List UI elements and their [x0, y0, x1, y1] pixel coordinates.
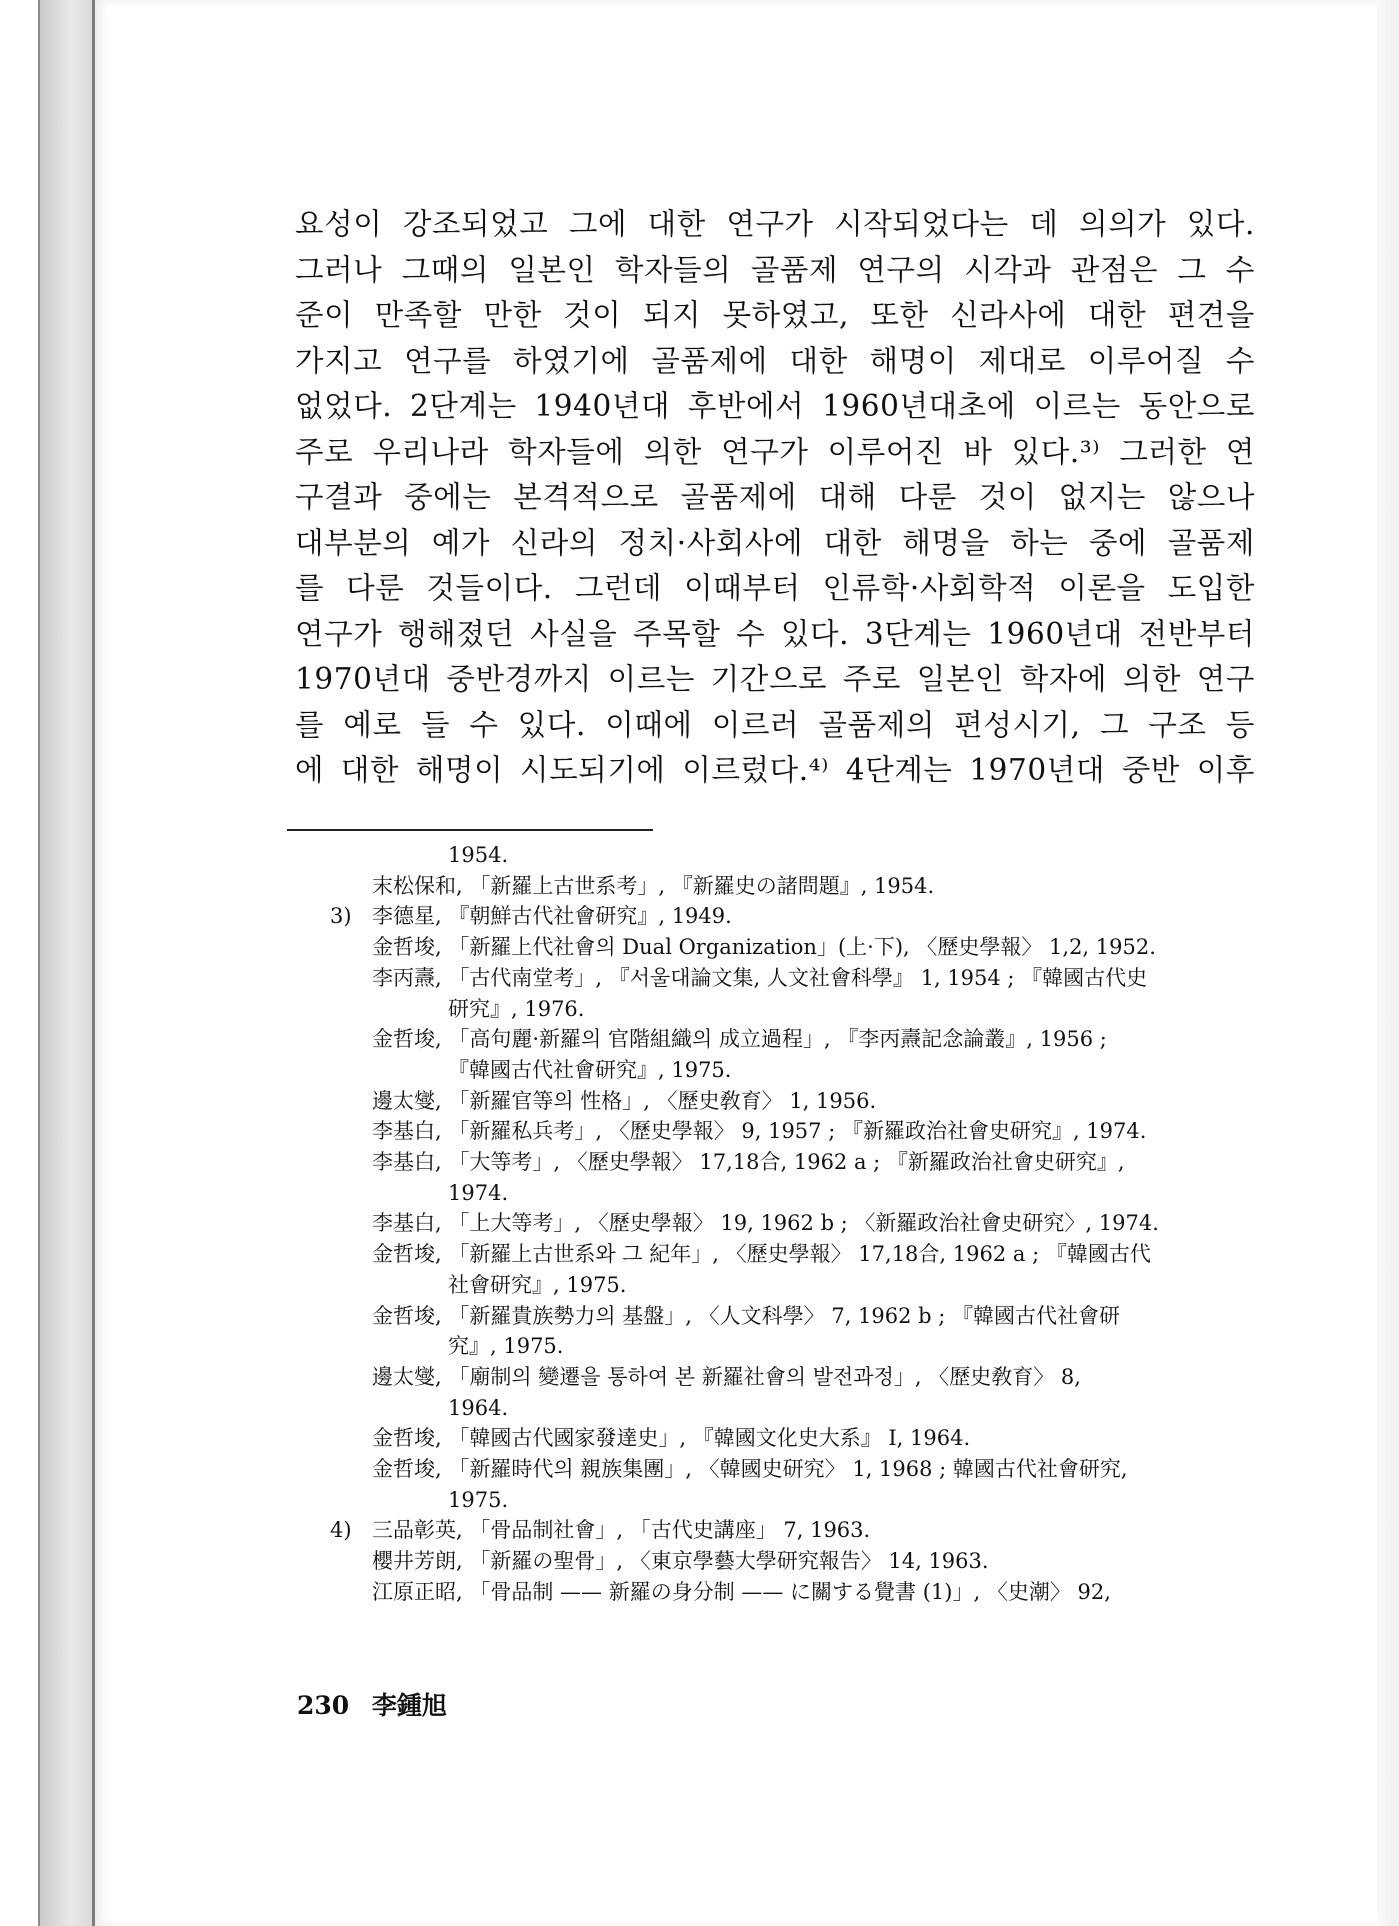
- body-line: 연구가 행해졌던 사실을 주목할 수 있다. 3단계는 1960년대 전반부터: [295, 616, 1255, 651]
- footnote-separator: [287, 829, 653, 831]
- footnote-entry: [330, 1515, 1260, 1546]
- footnote-text: 櫻井芳朗, 「新羅の聖骨」, 〈東京學藝大學研究報告〉 14, 1963.: [372, 1549, 989, 1574]
- footnote-line: [330, 1239, 1260, 1270]
- body-paragraph: [295, 202, 1255, 794]
- footnote-line: [330, 1393, 1260, 1424]
- footnote-text: 1975.: [448, 1487, 509, 1512]
- footnote-line: [330, 1301, 1260, 1332]
- footnote-line: [330, 1423, 1260, 1454]
- body-line: 주로 우리나라 학자들에 의한 연구가 이루어진 바 있다.³⁾ 그러한 연: [295, 434, 1255, 469]
- body-line: 가지고 연구를 하였기에 골품제에 대한 해명이 제대로 이루어질 수: [295, 343, 1255, 378]
- footnote-number: 3): [330, 904, 352, 929]
- footnote-line: [330, 994, 1260, 1025]
- page-number: 230: [297, 1691, 350, 1720]
- footnote-line: [330, 1116, 1260, 1147]
- footnote-text: 邊太燮, 「廟制의 變遷을 통하여 본 新羅社會의 발전과정」, 〈歷史敎育〉 8,: [372, 1364, 1081, 1389]
- footnote-line: [330, 1331, 1260, 1362]
- body-line: 1970년대 중반경까지 이르는 기간으로 주로 일본인 학자에 의한 연구: [295, 662, 1255, 696]
- body-line: 그러나 그때의 일본인 학자들의 골품제 연구의 시각과 관점은 그 수: [295, 252, 1255, 287]
- footnote-line: [330, 1485, 1260, 1516]
- footnote-text: 1974.: [448, 1180, 509, 1205]
- footnote-text: 金哲埈, 「高句麗·新羅의 官階組織의 成立過程」, 『李丙燾記念論叢』, 1956 ;: [372, 1027, 1107, 1052]
- footnote-line: [330, 1577, 1260, 1608]
- body-line: 를 다룬 것들이다. 그런데 이때부터 인류학·사회학적 이론을 도입한: [295, 571, 1255, 605]
- footnote-line: [330, 932, 1260, 963]
- footnote-line: [330, 1270, 1260, 1301]
- body-line: 를 예로 들 수 있다. 이때에 이르러 골품제의 편성시기, 그 구조 등: [295, 707, 1255, 742]
- body-line: 대부분의 예가 신라의 정치·사회사에 대한 해명을 하는 중에 골품제: [295, 525, 1255, 560]
- footnote-text: 究』, 1975.: [448, 1334, 564, 1359]
- body-line: 준이 만족할 만한 것이 되지 못하였고, 또한 신라사에 대한 편견을: [295, 298, 1255, 332]
- page-edge: [1377, 0, 1399, 1926]
- footnote-line: [330, 840, 1260, 871]
- footnote-text: 李基白, 「大等考」, 〈歷史學報〉 17,18合, 1962 a ; 『新羅政治社會史研究』,: [372, 1150, 1125, 1175]
- footnote-text: 金哲埈, 「新羅時代의 親族集團」, 〈韓國史研究〉 1, 1968 ; 韓國古代社會研究,: [372, 1457, 1128, 1482]
- footnote-text: 末松保和, 「新羅上古世系考」, 『新羅史の諸問題』, 1954.: [372, 873, 935, 898]
- book-spine: [38, 0, 96, 1926]
- footnote-text: 李基白, 「上大等考」, 〈歷史學報〉 19, 1962 b ; 〈新羅政治社會史研究〉, 1974.: [372, 1211, 1159, 1236]
- footnote-text: 社會研究』, 1975.: [448, 1272, 627, 1297]
- footnote-number: 4): [330, 1518, 352, 1543]
- body-line: 구결과 중에는 본격적으로 골품제에 대해 다룬 것이 없지는 않으나: [295, 480, 1255, 514]
- footnote-text: 李德星, 『朝鮮古代社會研究』, 1949.: [372, 904, 732, 929]
- footnote-text: 李基白, 「新羅私兵考」, 〈歷史學報〉 9, 1957 ; 『新羅政治社會史研究』, 1974.: [372, 1119, 1147, 1144]
- footnote-text: 江原正昭, 「骨品制 —— 新羅の身分制 —— に關する覺書 (1)」, 〈史潮〉 92,: [372, 1579, 1111, 1604]
- footnote-text: 金哲埈, 「新羅上代社會의 Dual Organization」(上·下), 〈歷史學報〉 1,2, 1952.: [372, 935, 1156, 960]
- footnote-line: [330, 1086, 1260, 1117]
- footnote-text: 金哲埈, 「新羅貴族勢力의 基盤」, 〈人文科學〉 7, 1962 b ; 『韓國古代社會研: [372, 1303, 1121, 1328]
- footnote-text: 1964.: [448, 1395, 509, 1420]
- footnote-line: [330, 963, 1260, 994]
- footnote-entry: [330, 901, 1260, 932]
- page-footer: [297, 1686, 447, 1722]
- body-line: 에 대한 해명이 시도되기에 이르렀다.⁴⁾ 4단계는 1970년대 중반 이후: [295, 753, 1255, 787]
- body-line: 요성이 강조되었고 그에 대한 연구가 시작되었다는 데 의의가 있다.: [295, 207, 1255, 241]
- footnote-text: 三品彰英, 「骨品制社會」, 「古代史講座」 7, 1963.: [372, 1518, 871, 1543]
- footnote-text: 李丙燾, 「古代南堂考」, 『서울대論文集, 人文社會科學』 1, 1954 ; 『韓國古代史: [372, 965, 1148, 990]
- footnote-line: [330, 1147, 1260, 1178]
- body-line: 없었다. 2단계는 1940년대 후반에서 1960년대초에 이르는 동안으로: [295, 389, 1255, 423]
- footnote-text: 金哲埈, 「新羅上古世系와 그 紀年」, 〈歷史學報〉 17,18合, 1962 a ; 『韓國古代: [372, 1242, 1151, 1267]
- footnote-text: 研究』, 1976.: [448, 996, 585, 1021]
- footnote-line: [330, 1024, 1260, 1055]
- footnote-line: [330, 1208, 1260, 1239]
- footnote-line: [330, 871, 1260, 902]
- footnote-text: 1954.: [448, 843, 509, 867]
- footnote-text: 金哲埈, 「韓國古代國家發達史」, 『韓國文化史大系』 I, 1964.: [372, 1426, 971, 1451]
- footnote-line: [330, 1055, 1260, 1086]
- footnote-text: 邊太燮, 「新羅官等의 性格」, 〈歷史敎育〉 1, 1956.: [372, 1088, 877, 1113]
- footnote-line: [330, 1178, 1260, 1209]
- footnote-line: [330, 1546, 1260, 1577]
- footnote-line: [330, 1362, 1260, 1393]
- running-author: 李鍾旭: [371, 1691, 447, 1720]
- footnote-line: [330, 1454, 1260, 1485]
- footnotes: [330, 840, 1260, 1608]
- footnote-text: 『韓國古代社會研究』, 1975.: [448, 1057, 732, 1082]
